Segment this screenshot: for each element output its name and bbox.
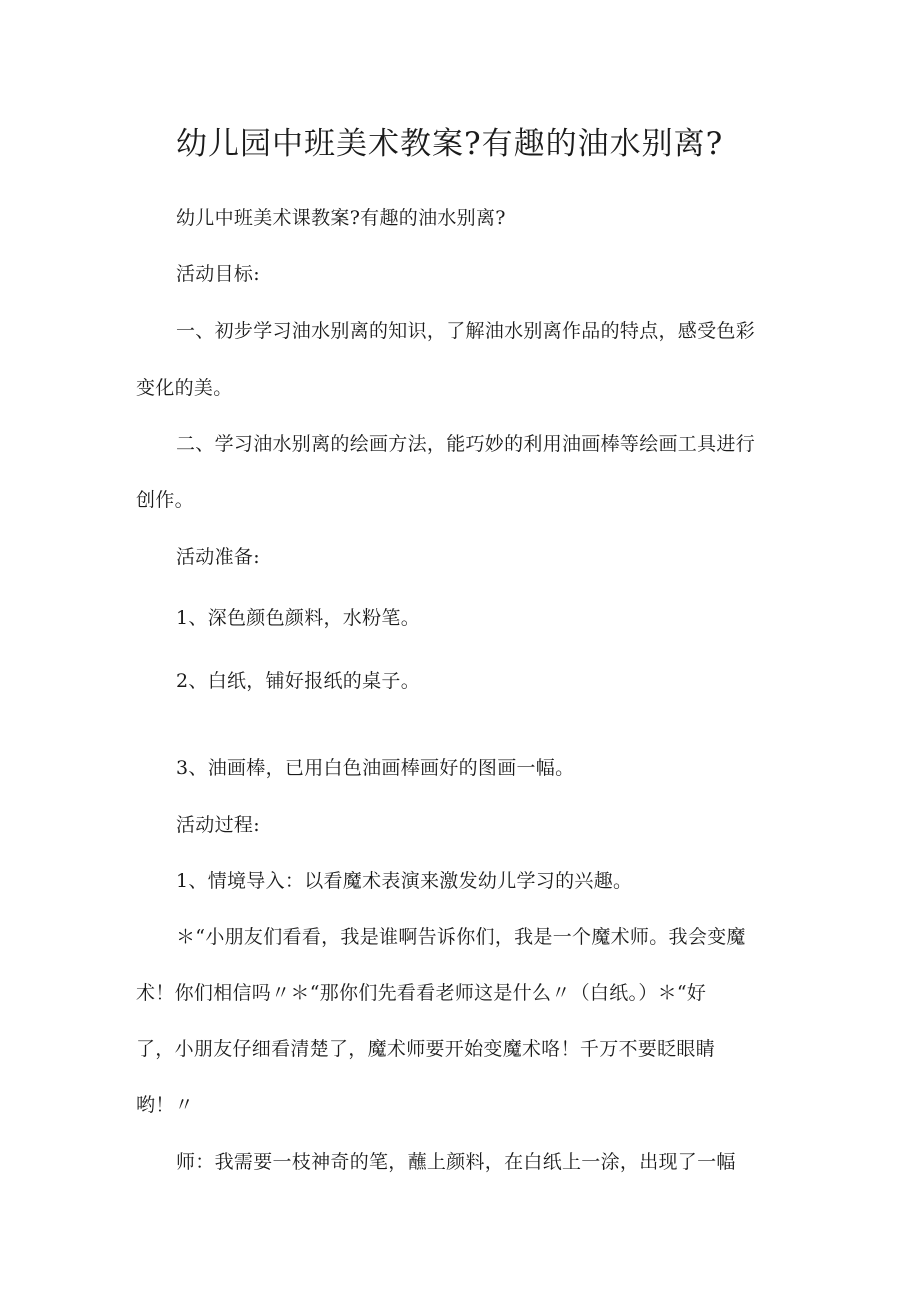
prep-heading: 活动准备: (176, 546, 260, 568)
prep-item-3: 3、油画棒，已用白色油画棒画好的图画一幅。 (176, 757, 575, 779)
goal-1-line-2: 变化的美。 (136, 377, 233, 399)
process-item-1: 1、情境导入：以看魔术表演来激发幼儿学习的兴趣。 (176, 870, 633, 892)
prep-item-1: 1、深色颜色颜料，水粉笔。 (176, 607, 420, 629)
goal-1-line-1: 一、初步学习油水别离的知识，了解油水别离作品的特点，感受色彩 (176, 320, 756, 342)
teacher-line-1: 师：我需要一枝神奇的笔，蘸上颜料，在白纸上一涂，出现了一幅 (176, 1151, 736, 1173)
prep-item-2: 2、白纸，铺好报纸的桌子。 (176, 670, 420, 692)
goal-2-line-1: 二、学习油水别离的绘画方法，能巧妙的利用油画棒等绘画工具进行 (176, 433, 756, 455)
document-title: 幼儿园中班美术教案?有趣的油水别离? (176, 126, 724, 162)
dialog-line-1: ＊“小朋友们看看，我是谁啊告诉你们，我是一个魔术师。我会变魔 (176, 926, 746, 948)
dialog-line-2: 术！你们相信吗〃＊“那你们先看看老师这是什么〃（白纸。）＊“好 (136, 982, 707, 1004)
goal-2-line-2: 创作。 (136, 489, 194, 511)
subtitle: 幼儿中班美术课教案?有趣的油水别离? (176, 207, 506, 229)
dialog-line-4: 哟！〃 (136, 1094, 194, 1116)
goals-heading: 活动目标: (176, 263, 260, 285)
dialog-line-3: 了，小朋友仔细看清楚了，魔术师要开始变魔术咯！千万不要眨眼睛 (136, 1038, 716, 1060)
process-heading: 活动过程: (176, 814, 260, 836)
